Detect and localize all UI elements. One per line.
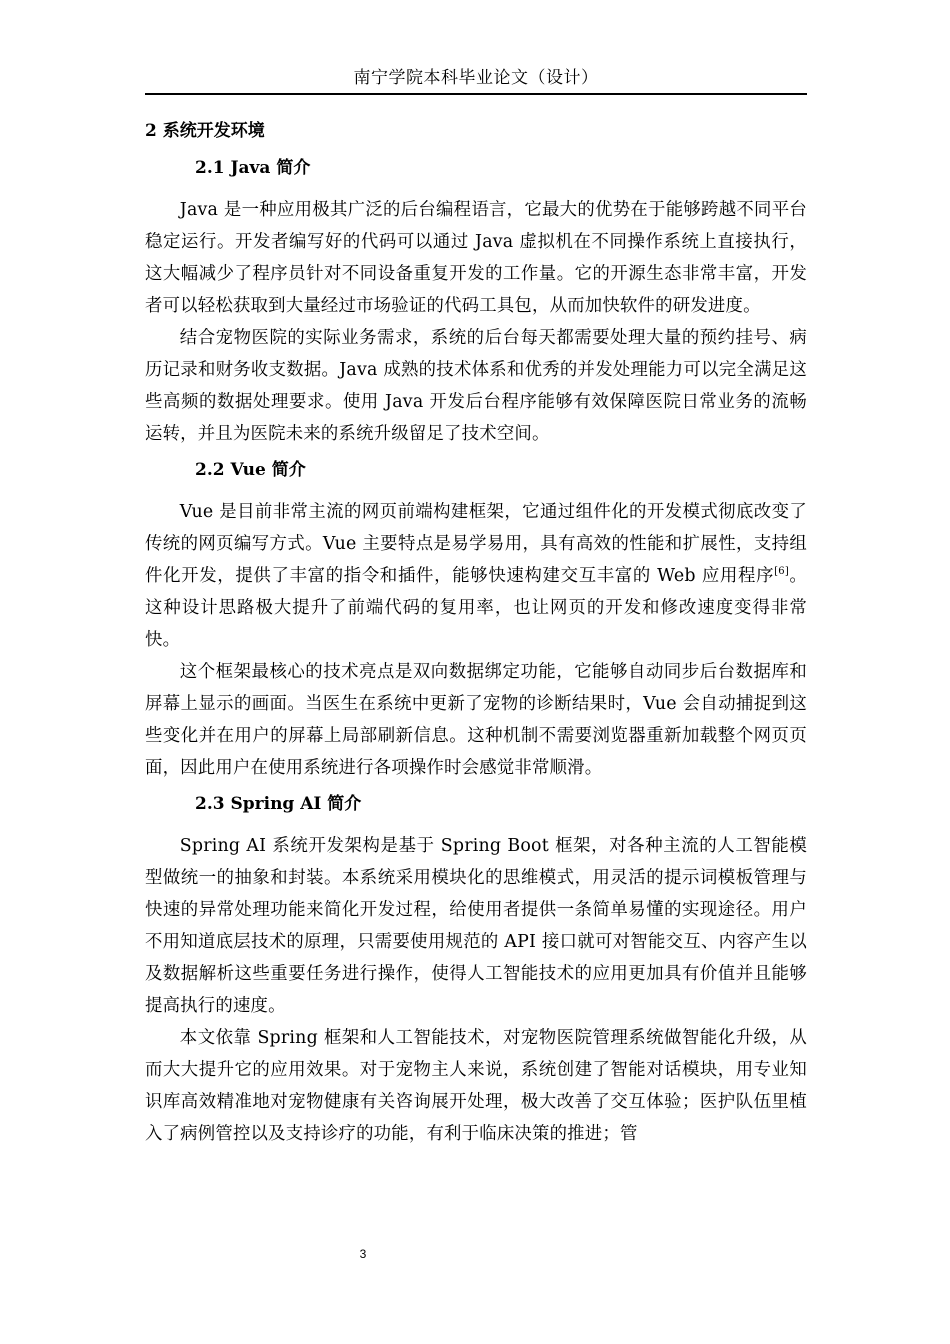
citation-marker: [6]	[774, 566, 789, 578]
page-body	[145, 114, 807, 1150]
page-number: 3	[359, 1247, 367, 1261]
paragraph-vue-1	[145, 496, 807, 656]
chapter-heading: 2 系统开发环境	[145, 121, 265, 141]
section-heading-vue: 2.2 Vue 简介	[195, 460, 306, 480]
section-heading-java: 2.1 Java 简介	[195, 158, 311, 178]
paragraph-spring-ai-1: Spring AI 系统开发架构是基于 Spring Boot 框架，对各种主流的人工智能模型做统一的抽象和封装。本系统采用模块化的思维模式，用灵活的提示词模板管理与快速的异常处理功能来简化开发过程，给使用者提供一条简单易懂的实现途径。用户不用知道底层技术的原理，只需要使用规范的 API 接口就可对智能交互、内容产生以及数据解析这些重要任务进行操作，使得人工智能技术的应用更加具有价值并且能够提高执行的速度。	[145, 836, 807, 1016]
paragraph-java-2: 结合宠物医院的实际业务需求，系统的后台每天都需要处理大量的预约挂号、病历记录和财务收支数据。Java 成熟的技术体系和优秀的并发处理能力可以完全满足这些高频的数据处理要求。使用 Java 开发后台程序能够有效保障医院日常业务的流畅运转，并且为医院未来的系统升级留足了技术空间。	[145, 328, 807, 444]
paragraph-vue-1-text: Vue 是目前非常主流的网页前端构建框架，它通过组件化的开发模式彻底改变了传统的网页编写方式。Vue 主要特点是易学易用，具有高效的性能和扩展性，支持组件化开发，提供了丰富的指令和插件，能够快速构建交互丰富的 Web 应用程序	[145, 502, 807, 586]
header-rule	[145, 93, 807, 95]
paragraph-spring-ai-2: 本文依靠 Spring 框架和人工智能技术，对宠物医院管理系统做智能化升级，从而大大提升它的应用效果。对于宠物主人来说，系统创建了智能对话模块，用专业知识库高效精准地对宠物健康有关咨询展开处理，极大改善了交互体验；医护队伍里植入了病例管控以及支持诊疗的功能，有利于临床决策的推进；管	[145, 1028, 807, 1144]
paragraph-vue-1-text-after: 。这种设计思路极大提升了前端代码的复用率，也让网页的开发和修改速度变得非常快。	[145, 566, 807, 650]
paragraph-java-1: Java 是一种应用极其广泛的后台编程语言，它最大的优势在于能够跨越不同平台稳定运行。开发者编写好的代码可以通过 Java 虚拟机在不同操作系统上直接执行，这大幅减少了程序员针对不同设备重复开发的工作量。它的开源生态非常丰富，开发者可以轻松获取到大量经过市场验证的代码工具包，从而加快软件的研发进度。	[145, 200, 807, 316]
page-header: 南宁学院本科毕业论文（设计）	[353, 68, 599, 88]
paragraph-vue-2: 这个框架最核心的技术亮点是双向数据绑定功能，它能够自动同步后台数据库和屏幕上显示的画面。当医生在系统中更新了宠物的诊断结果时，Vue 会自动捕捉到这些变化并在用户的屏幕上局部刷新信息。这种机制不需要浏览器重新加载整个网页页面，因此用户在使用系统进行各项操作时会感觉非常顺滑。	[145, 662, 807, 778]
section-heading-spring-ai: 2.3 Spring AI 简介	[195, 794, 362, 814]
